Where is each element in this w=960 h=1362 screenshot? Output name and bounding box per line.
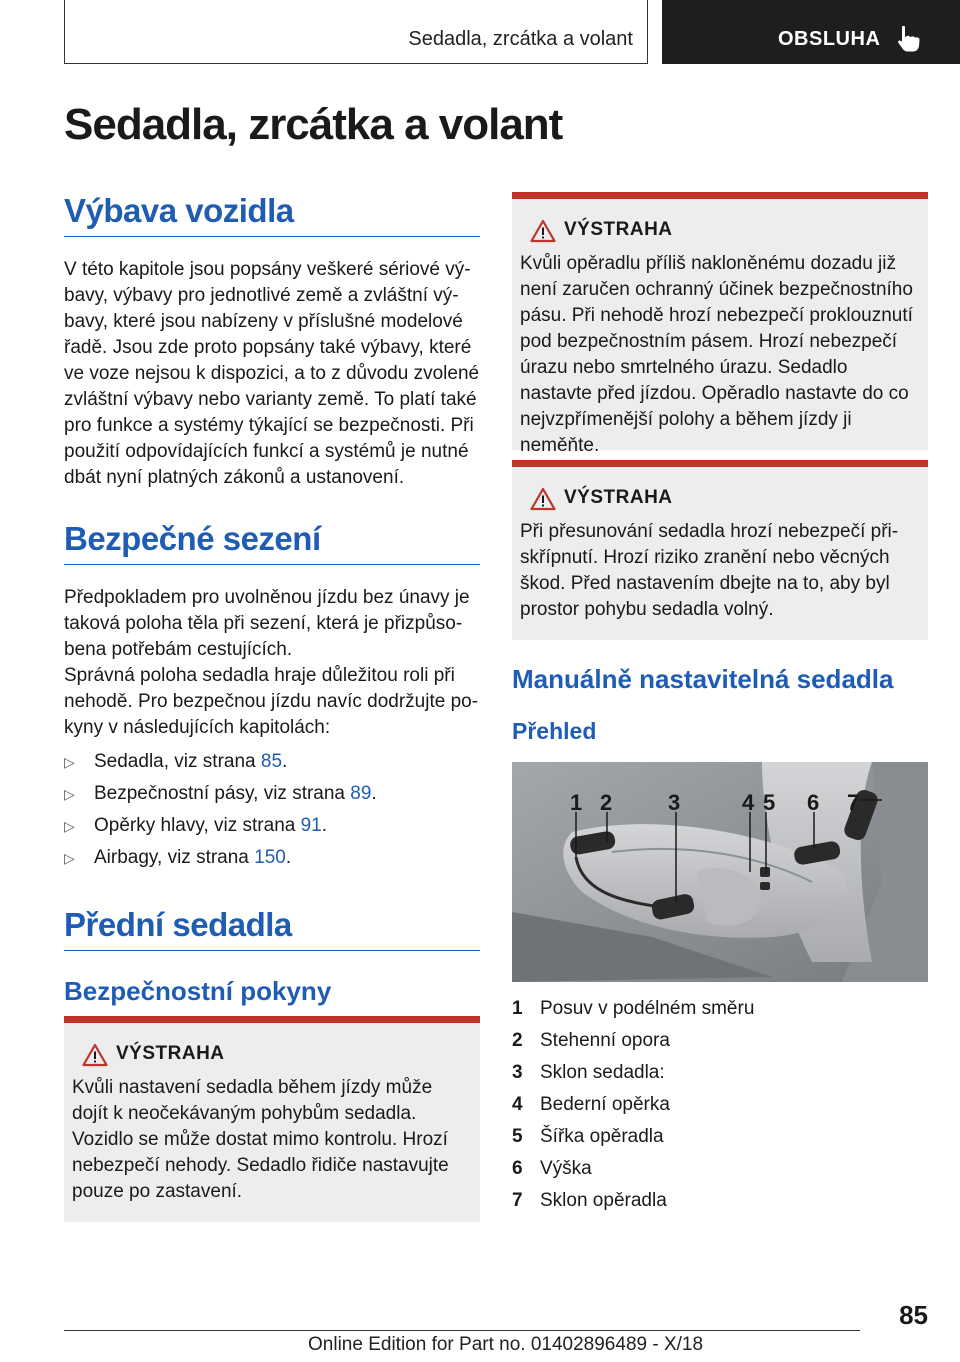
seat-illustration — [512, 762, 928, 982]
warning-triangle-icon — [530, 487, 556, 511]
page-number: 85 — [899, 1300, 928, 1330]
warning-title: VÝSTRAHA — [116, 1043, 225, 1064]
legend-item: 6 Výška — [512, 1158, 592, 1179]
seat-diagram — [512, 762, 928, 982]
page-link[interactable]: 91 — [300, 815, 322, 836]
paragraph-sezeni-1: Předpokladem pro uvolněnou jízdu bez únavy je taková poloha těla při sezení, která je přizpůsobena potřebám cestujících. — [64, 587, 470, 660]
paragraph-vybava: V této kapitole jsou popsány veškeré sériové výbavy, výbavy pro jednotlivé země a zvláštní výbavy, které jsou nabízeny v příslušné modelové řadě. Jsou zde proto popsány také výbavy, které ve voze nejsou k dispozici, a to z důvodu zvolené zvláštní výbavy nebo varianty země. To platí také pro funkce a systémy týkající se bezpečnosti. Při použití odpovídajících funkcí a systémů je nutné dbát nyní platných zákonů a ustanovení. — [64, 259, 480, 488]
cross-reference-list — [64, 749, 480, 877]
callout-label: 5 — [763, 790, 776, 815]
callout-label: 6 — [807, 790, 820, 815]
callout-label: 7 — [847, 790, 860, 815]
warning-title: VÝSTRAHA — [564, 219, 673, 240]
callout-label: 4 — [742, 790, 755, 815]
running-header-title: Sedadla, zrcátka a volant — [408, 28, 633, 50]
legend-item: 4 Bederní opěrka — [512, 1094, 670, 1115]
callout-label: 1 — [570, 790, 583, 815]
heading-prehled: Přehled — [512, 718, 597, 744]
warning-text: Při přesunování sedadla hrozí nebezpečí přiskřípnutí. Hrozí riziko zranění nebo věcných škod. Před nastavením dbejte na to, aby byl prostor pohybu sedadla volný. — [520, 521, 899, 620]
warning-box — [512, 192, 928, 456]
callout-label: 3 — [668, 790, 681, 815]
legend-item: 1 Posuv v podélném směru — [512, 998, 755, 1019]
triangle-bullet-icon: ▷ — [64, 754, 75, 770]
warning-triangle-icon — [530, 219, 556, 243]
heading-bezpecnostni-pokyny: Bezpečnostní pokyny — [64, 976, 332, 1006]
footer-divider — [64, 1330, 860, 1331]
warning-box — [512, 460, 928, 640]
chapter-tab — [662, 0, 960, 64]
page-link[interactable]: 89 — [350, 783, 372, 804]
heading-bezpecne-sezeni: Bezpečné sezení — [64, 520, 480, 565]
page-link[interactable]: 85 — [260, 751, 283, 772]
paragraph-sezeni-2: Správná poloha sedadla hraje důležitou roli při nehodě. Pro bezpečnou jízdu navíc dodržujte pokyny v následujících kapitolách: — [64, 665, 479, 738]
triangle-bullet-icon: ▷ — [64, 818, 75, 834]
list-item: ▷ Opěrky hlavy, viz strana 91. — [64, 813, 480, 845]
legend-item: 3 Sklon sedadla: — [512, 1062, 665, 1083]
running-header — [64, 0, 648, 64]
footer-edition: Online Edition for Part no. 01402896489 - X/18 — [308, 1334, 704, 1355]
legend-list — [512, 996, 928, 1220]
list-item: ▷ Sedadla, viz strana 85. — [64, 749, 480, 781]
warning-text: Kvůli nastavení sedadla během jízdy může dojít k neočekávaným pohybům sedadla. Vozidlo se může dostat mimo kontrolu. Hrozí nebezpečí nehody. Sedadlo řidiče nastavujte pouze po zastavení. — [72, 1077, 449, 1202]
page-title: Sedadla, zrcátka a volant — [64, 100, 563, 149]
heading-vybava-vozidla: Výbava vozidla — [64, 192, 480, 237]
triangle-bullet-icon: ▷ — [64, 786, 75, 802]
list-item: ▷ Airbagy, viz strana 150. — [64, 845, 480, 877]
chapter-tab-label: OBSLUHA — [778, 28, 881, 50]
hand-pointer-icon — [894, 24, 924, 54]
heading-predni-sedadla: Přední sedadla — [64, 906, 480, 951]
page-link[interactable]: 150 — [254, 847, 286, 868]
warning-text: Kvůli opěradlu příliš nakloněnému dozadu již není zaručen ochranný účinek bezpečnostního pásu. Při nehodě hrozí nebezpečí proklouznutí pod bezpečnostním pásem. Hrozí nebezpečí úrazu nebo smrtelného úrazu. Sedadlo nastavte před jízdou. Opěradlo nastavte do co nejvzpřímenější polohy a během jízdy ji neměňte. — [520, 253, 913, 456]
callout-label: 2 — [600, 790, 613, 815]
legend-item: 7 Sklon opěradla — [512, 1190, 667, 1211]
warning-title: VÝSTRAHA — [564, 487, 673, 508]
legend-item: 5 Šířka opěradla — [512, 1126, 664, 1147]
triangle-bullet-icon: ▷ — [64, 850, 75, 866]
warning-box — [64, 1016, 480, 1222]
list-item: ▷ Bezpečnostní pásy, viz strana 89. — [64, 781, 480, 813]
heading-manualne-nastavitelna-sedadla: Manuálně nastavitelná sedadla — [512, 664, 894, 694]
warning-triangle-icon — [82, 1043, 108, 1067]
legend-item: 2 Stehenní opora — [512, 1030, 670, 1051]
